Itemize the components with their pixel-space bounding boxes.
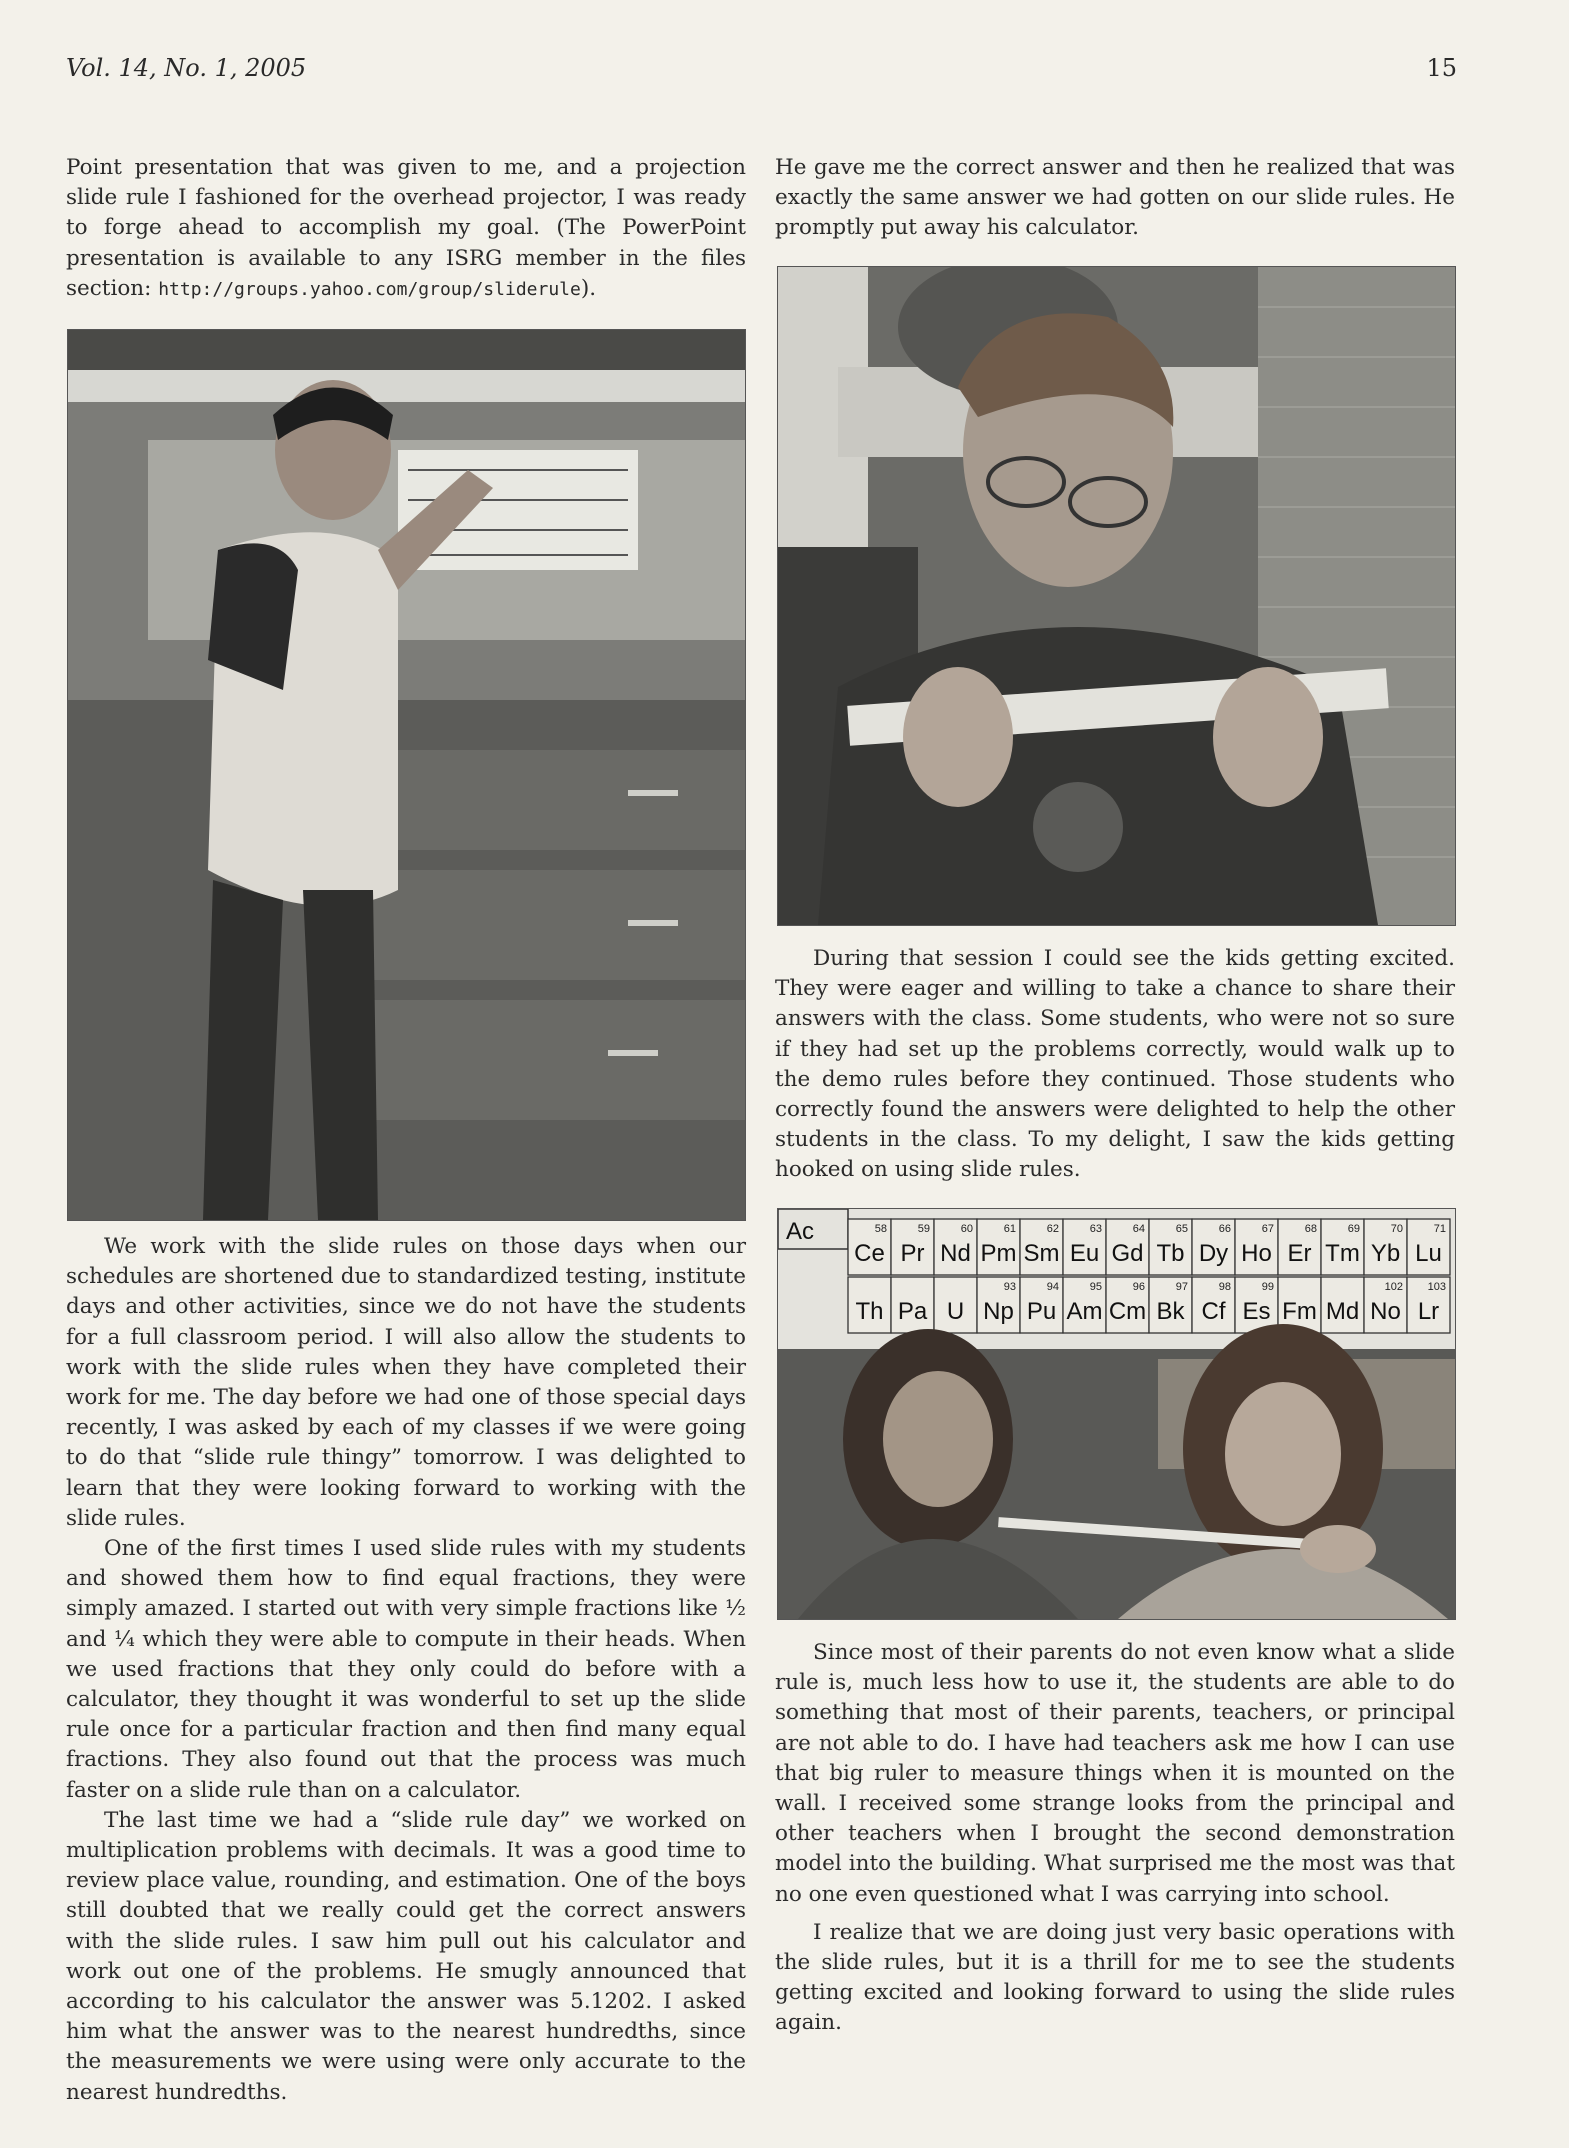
element-symbol: No [1370,1298,1401,1325]
element-symbol: Lr [1417,1298,1440,1325]
right-column-top [775,153,1455,244]
element-symbol: Fm [1282,1298,1317,1325]
element-number: 95 [1089,1281,1102,1293]
element-number: 97 [1175,1281,1188,1293]
element-number: 94 [1046,1281,1059,1293]
element-symbol: Tm [1325,1240,1360,1267]
volume-label: Vol. 14, No. 1, 2005 [66,54,307,82]
page-number: 15 [1426,54,1457,82]
element-symbol: Eu [1069,1240,1100,1267]
paragraph-correct-answer: He gave me the correct answer and then he realized that was exactly the same answer we had gotten on our slide rules. He promptly put away his calculator. [775,155,1455,241]
element-symbol: Pa [897,1298,928,1325]
element-number: 69 [1347,1223,1360,1235]
element-symbol: Cf [1201,1298,1226,1325]
element-number: 99 [1261,1281,1274,1293]
element-symbol: Sm [1023,1240,1060,1267]
element-number: 70 [1390,1223,1403,1235]
photo-boy-holding-slide-rule [777,266,1456,926]
element-symbol: Cm [1108,1298,1147,1325]
photo-boy-at-wall-slide-rule [67,329,746,1221]
fraction-half: ½ [725,1596,746,1622]
element-number: 68 [1304,1223,1317,1235]
element-number: 63 [1089,1223,1102,1235]
element-symbol: Yb [1370,1240,1401,1267]
periodic-row-actinides [848,1277,1450,1333]
element-symbol: Ce [854,1240,885,1267]
intro-paragraph: Point presentation that was given to me, and a projection slide rule I fashioned for the overhead projector, I was ready to forge ahead to accomplish my goal. (The PowerPoint presentation is available to any ISRG member in the files section: http://groups.yahoo.com/group/sliderule). [66,155,746,301]
table-corner-symbol: Ac [786,1218,815,1245]
right-column-bottom [775,1638,1455,2039]
element-symbol: Gd [1111,1240,1144,1267]
right-column-middle [775,944,1455,1186]
element-symbol: Np [983,1298,1014,1325]
fraction-quarter: ¼ [114,1626,135,1652]
element-number: 58 [874,1223,887,1235]
page-header [66,54,1457,86]
element-number: 61 [1003,1223,1016,1235]
element-number: 62 [1046,1223,1059,1235]
element-number: 59 [917,1223,930,1235]
element-symbol: Dy [1198,1240,1229,1267]
element-number: 103 [1427,1281,1446,1293]
element-number: 65 [1175,1223,1188,1235]
element-symbol: Nd [940,1240,971,1267]
element-number: 96 [1132,1281,1145,1293]
element-number: 102 [1384,1281,1403,1293]
element-number: 60 [960,1223,973,1235]
element-number: 93 [1003,1281,1016,1293]
element-symbol: Es [1242,1298,1271,1325]
paragraph-slide-rule-day: The last time we had a “slide rule day” we worked on multiplication problems with decimals. It was a good time to review place value, rounding, and estimation. One of the boys still doubted that we really could get the correct answers with the slide rules. I saw him pull out his calculator and work out one of the problems. He smugly announced that according to his calculator the answer was 5.1202. I asked him what the answer was to the nearest hundredths, since the measurements we were using were only accurate to the nearest hundredths. [66,1807,746,2105]
element-number: 67 [1261,1223,1274,1235]
element-symbol: Pu [1026,1298,1057,1325]
element-number: 71 [1433,1223,1446,1235]
files-url[interactable]: http://groups.yahoo.com/group/sliderule [158,278,581,300]
paragraph-schedules: We work with the slide rules on those days when our schedules are shortened due to standardized testing, institute days and other activities, since we do not have the students for a full classroom period. I will also allow the students to work with the slide rules when they have completed their work for me. The day before we had one of those special days recently, I was asked by each of my classes if we were going to do that “slide rule thingy” tomorrow. I was delighted to learn that they were looking forward to working with the slide rules. [66,1234,746,1531]
element-symbol: Tb [1156,1240,1185,1267]
element-symbol: Er [1287,1240,1312,1267]
element-symbol: Pr [900,1240,925,1267]
element-number: 98 [1218,1281,1231,1293]
paragraph-conclusion: I realize that we are doing just very basic operations with the slide rules, but it is a thrill for me to see the students getting excited and looking forward to using the slide rules again. [775,1919,1455,2036]
paragraph-session: During that session I could see the kids getting excited. They were eager and willing to take a chance to share their answers with the class. Some students, who were not so sure if they had set up the problems correctly, would walk up to the demo rules before they continued. Those students who correctly found the answers were delighted to help the other students in the class. To my delight, I saw the kids getting hooked on using slide rules. [775,946,1455,1183]
element-number: 66 [1218,1223,1231,1235]
element-symbol: Md [1325,1298,1360,1325]
left-column-intro [66,153,746,305]
element-symbol: Th [855,1298,884,1325]
element-symbol: Lu [1415,1240,1442,1267]
paragraph-fractions: One of the first times I used slide rules with my students and showed them how to find equal fractions, they were simply amazed. I started out with very simple fractions like ½ and ¼ which they were able to compute in their heads. When we used fractions that they only could do before with a calculator, they thought it was wonderful to set up the slide rule once for a particular fraction and then find many equal fractions. They also found out that the process was much faster on a slide rule than on a calculator. [66,1536,746,1803]
element-symbol: Bk [1156,1298,1185,1325]
element-symbol: Ho [1241,1240,1272,1267]
element-symbol: Pm [980,1240,1017,1267]
element-symbol: Am [1066,1298,1103,1325]
paragraph-parents: Since most of their parents do not even know what a slide rule is, much less how to use it, the students are able to do something that most of their parents, teachers, or principal are not able to do. I have had teachers ask me how I can use that big ruler to measure things when it is mounted on the wall. I received some strange looks from the principal and other teachers when I brought the second demonstration model into the building. What surprised me the most was that no one even questioned what I was carrying into school. [775,1640,1455,1907]
element-symbol: U [946,1298,965,1325]
periodic-row-lanthanides [848,1219,1450,1275]
element-number: 64 [1132,1223,1145,1235]
photo-girls-with-slide-rule [777,1208,1456,1620]
left-column-body [66,1232,746,2108]
